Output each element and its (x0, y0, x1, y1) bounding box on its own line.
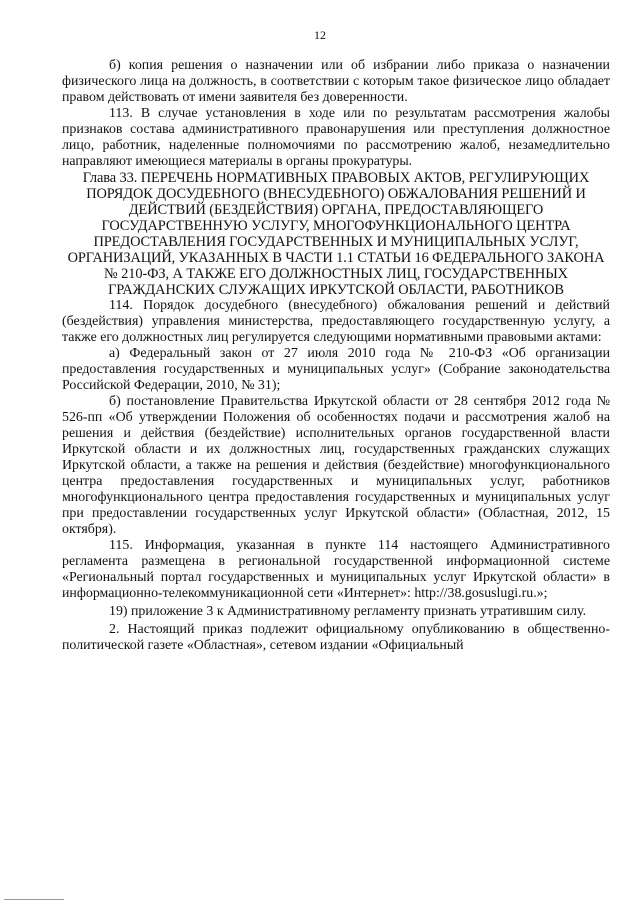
paragraph-114-a: а) Федеральный закон от 27 июля 2010 года № 210-ФЗ «Об организации предоставления государственных и муниципальных услуг» (Собрание законодательства Российской Федерации, 2010, № 31); (62, 346, 610, 393)
paragraph-19: 19) приложение 3 к Административному регламенту признать утратившим силу. (109, 604, 587, 619)
paragraph-114-b: б) постановление Правительства Иркутской области от 28 сентября 2012 года № 526-пп «Об утверждении Положения об особенностях подачи и рассмотрения жалоб на решения и действия (бездействие) исполнительных органов государственной власти Иркутской области и их должностных лиц, государственных гражданских служащих Иркутской области, а также на решения и действия (бездействие) многофункционального центра предоставления государственных и муниципальных услуг, работников многофункционального центра предоставления государственных и муниципальных услуг при предоставлении государственных услуг Иркутской области» (Областная, 2012, 15 октября). (62, 394, 610, 537)
chapter-heading: Глава 33. ПЕРЕЧЕНЬ НОРМАТИВНЫХ ПРАВОВЫХ АКТОВ, РЕГУЛИРУЮЩИХ ПОРЯДОК ДОСУДЕБНОГО (ВНЕСУДЕБНОГО) ОБЖАЛОВАНИЯ РЕШЕНИЙ И ДЕЙСТВИЙ (БЕЗДЕЙСТВИЯ) ОРГАНА, ПРЕДОСТАВЛЯЮЩЕГО ГОСУДАРСТВЕННУЮ УСЛУГУ, МНОГОФУНКЦИОНАЛЬНОГО ЦЕНТРА ПРЕДОСТАВЛЕНИЯ ГОСУДАРСТВЕННЫХ И МУНИЦИПАЛЬНЫХ УСЛУГ, ОРГАНИЗАЦИЙ, УКАЗАННЫХ В ЧАСТИ 1.1 СТАТЬИ 16 ФЕДЕРАЛЬНОГО ЗАКОНА № 210-ФЗ, А ТАКЖЕ ЕГО ДОЛЖНОСТНЫХ ЛИЦ, ГОСУДАРСТВЕННЫХ ГРАЖДАНСКИХ СЛУЖАЩИХ ИРКУТСКОЙ ОБЛАСТИ, РАБОТНИКОВ (67, 170, 605, 298)
document-body (62, 58, 610, 654)
page-number: 12 (314, 28, 326, 42)
paragraph-2: 2. Настоящий приказ подлежит официальному опубликованию в общественно-политической газете «Областная», сетевом издании «Официальный (62, 622, 610, 653)
footnote-divider (4, 899, 64, 900)
paragraph-b-copy: б) копия решения о назначении или об избрании либо приказа о назначении физического лица на должность, в соответствии с которым такое физическое лицо обладает правом действовать от имени заявителя без доверенности. (62, 58, 610, 105)
paragraph-113: 113. В случае установления в ходе или по результатам рассмотрения жалобы признаков состава административного правонарушения или преступления должностное лицо, работник, наделенные полномочиями по рассмотрению жалоб, незамедлительно направляют имеющиеся материалы в органы прокуратуры. (62, 106, 610, 169)
paragraph-115: 115. Информация, указанная в пункте 114 настоящего Административного регламента размещена в региональной государственной информационной системе «Региональный портал государственных и муниципальных услуг Иркутской области» в информационно-телекоммуникационной сети «Интернет»: http://38.gosuslugi.ru.»; (62, 538, 610, 601)
paragraph-114: 114. Порядок досудебного (внесудебного) обжалования решений и действий (бездействия) управления министерства, предоставляющего государственную услугу, а также его должностных лиц регулируется следующими нормативными правовыми актами: (62, 298, 610, 345)
